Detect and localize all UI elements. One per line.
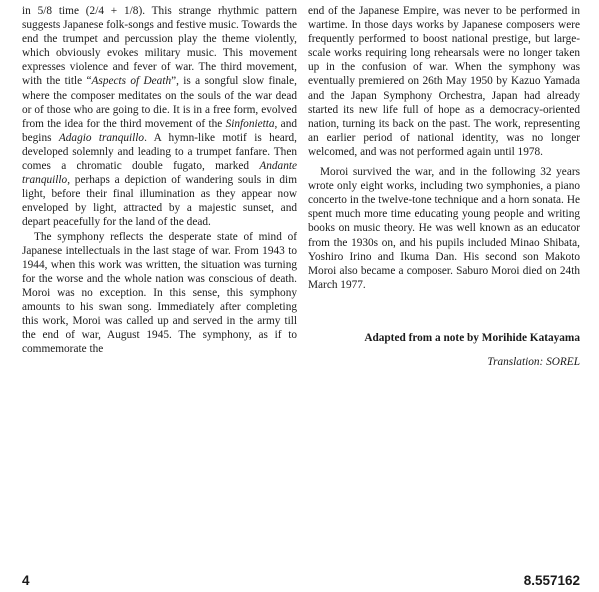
left-column (22, 4, 297, 356)
paragraph-text-segment: in 5/8 time (2/4 + 1/8). This strange rhythmic pattern suggests Japanese folk-songs and festive music. Towards the end the trumpet and percussion play the theme violently, which obviously evokes military music. This movement expresses violence and fever of war. The third movement, with the title “ (22, 5, 297, 88)
right-paragraph-2: Moroi survived the war, and in the following 32 years wrote only eight works, including two symphonies, a piano concerto in the twelve-tone technique and a horn sonata. He spent much more time educating young people and writing books on music theory. He was well known as an educator from the 1930s on, and his pupils included Minao Shibata, Yoshiro Irino and Ikuma Dan. His second son Makoto Moroi also became a composer. Saburo Moroi died on 24th March 1977. (308, 166, 580, 291)
italic-title-text: Sinfonietta (225, 117, 275, 130)
paragraph-text-segment: , perhaps a depiction of wandering souls in dim light, before their final illumination as they appear now enveloped by light, attracted by a majestic sunset, and depart peacefully for the land of the dead. (22, 174, 297, 229)
catalog-number: 8.557162 (523, 573, 580, 588)
paragraph-text-segment: . A hymn-like motif is heard, developed solemnly and leading to a trumpet fanfare. Then comes a chromatic double fugato, marked (22, 131, 298, 173)
adapted-credit: Adapted from a note by Morihide Katayama (364, 332, 580, 344)
right-column (308, 4, 580, 292)
italic-title-text: Aspects of Death (91, 75, 172, 88)
page-number: 4 (22, 573, 30, 588)
translation-credit: Translation: SOREL (487, 356, 580, 368)
left-paragraph-1 (22, 4, 297, 230)
paragraph-text-segment: ”, is a songful slow finale, where the composer meditates on the souls of the war dead or of those who are going to die. It is in a free form, evolved from the idea for the third movement of the (22, 75, 297, 130)
left-paragraph-2: The symphony reflects the desperate state of mind of Japanese intellectuals in the last stage of war. From 1943 to 1944, when this work was written, the situation was turning for the worse and the whole nation was conscious of death. Moroi was no exception. In this sense, this symphony amounts to his swan song. Immediately after completing this work, Moroi was called up and served in the army till the end of war, August 1945. The symphony, as if to commemorate the (22, 230, 297, 356)
right-paragraph-1: end of the Japanese Empire, was never to be performed in wartime. In those days works by Japanese composers were frequently performed to boost national prestige, but large-scale works requiring long rehearsals were no longer taken up in the confusion of war. When the symphony was eventually premiered on 26th May 1950 by Kazuo Yamada and the Japan Symphony Orchestra, Japan had already started its new life full of hope as a democracy-oriented nation, turning its back on the past. The work, representing an earlier period of national identity, was no longer welcomed, and was not performed again until 1978. (308, 5, 580, 158)
italic-title-text: Andante tranquillo (22, 160, 297, 187)
italic-title-text: Adagio tranquillo (58, 131, 145, 144)
paragraph-text-segment: , and begins (22, 117, 297, 144)
